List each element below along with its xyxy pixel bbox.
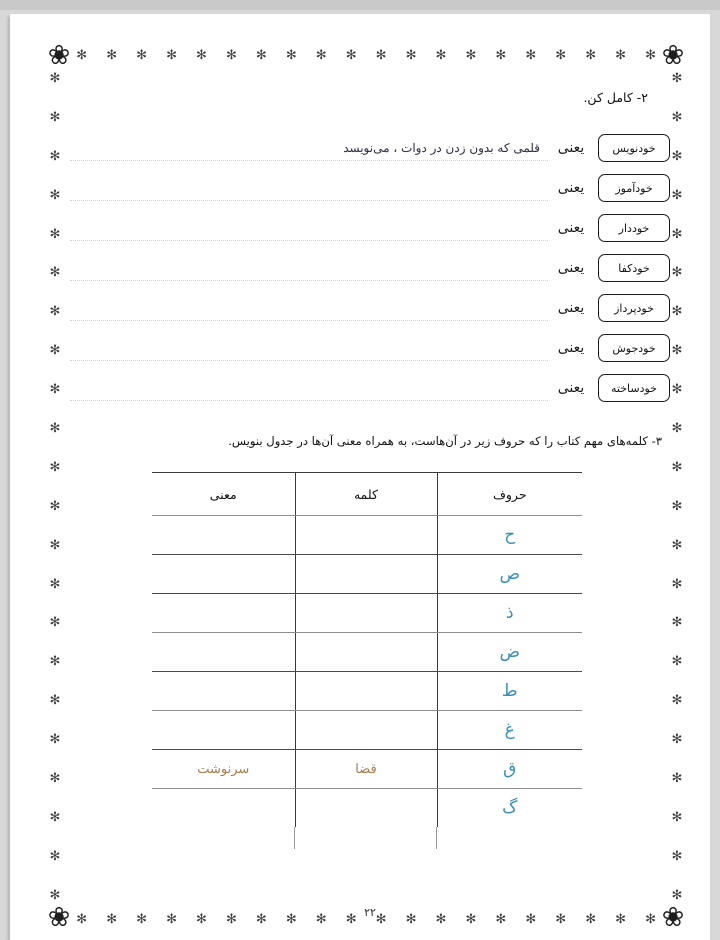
yani-label: یعنی <box>557 340 585 356</box>
letters-table <box>152 472 582 827</box>
yani-label: یعنی <box>557 260 585 276</box>
question-2-row <box>70 288 670 328</box>
scan-edge-strip <box>0 0 720 10</box>
border-motif-icon <box>672 150 683 163</box>
border-motif-icon <box>672 72 683 85</box>
question-2-row <box>70 208 670 248</box>
border-motif-icon <box>525 49 536 62</box>
cell-word[interactable] <box>295 516 437 555</box>
letter-glyph: غ <box>504 720 515 740</box>
border-motif-icon <box>672 578 683 591</box>
border-motif-icon <box>196 49 207 62</box>
border-motif-icon <box>50 150 61 163</box>
border-motif-icon <box>672 266 683 279</box>
compound-word-box: خوددار <box>598 214 670 242</box>
border-motif-icon <box>645 49 656 62</box>
letter-glyph: ص <box>499 564 521 584</box>
answer-line[interactable] <box>70 135 548 161</box>
cell-letter <box>437 633 582 672</box>
border-motif-icon <box>465 49 476 62</box>
border-motif-icon <box>376 49 387 62</box>
cell-word[interactable] <box>295 750 437 789</box>
cell-word[interactable] <box>295 789 437 828</box>
cell-word[interactable] <box>295 672 437 711</box>
cell-meaning-text: سرنوشت <box>197 761 250 777</box>
border-motif-icon <box>50 189 61 202</box>
answer-line[interactable] <box>70 175 548 201</box>
border-motif-icon <box>672 189 683 202</box>
table-row <box>152 594 582 633</box>
border-motif-icon <box>672 111 683 124</box>
table-row <box>152 711 582 750</box>
question-2-row <box>70 368 670 408</box>
cell-letter <box>437 516 582 555</box>
table-row <box>152 633 582 672</box>
column-header-letter: حروف <box>437 473 582 516</box>
cell-letter <box>437 594 582 633</box>
answer-line[interactable] <box>70 375 548 401</box>
border-motif-icon <box>346 49 357 62</box>
cell-meaning[interactable] <box>152 672 295 711</box>
table-row <box>152 516 582 555</box>
table-row <box>152 789 582 828</box>
border-motif-icon <box>672 811 683 824</box>
border-motif-icon <box>316 49 327 62</box>
border-motif-icon <box>50 228 61 241</box>
table-row <box>152 555 582 594</box>
cell-meaning[interactable] <box>152 750 295 789</box>
cell-word[interactable] <box>295 711 437 750</box>
border-motif-icon <box>50 344 61 357</box>
compound-word-box: خودساخته <box>598 374 670 402</box>
compound-word-box: خودپرداز <box>598 294 670 322</box>
border-motif-icon <box>50 539 61 552</box>
table-row <box>152 750 582 789</box>
cell-meaning[interactable] <box>152 711 295 750</box>
border-motif-icon <box>50 422 61 435</box>
question-2-row-list <box>70 128 670 408</box>
question-2-row <box>70 248 670 288</box>
yani-label: یعنی <box>557 180 585 196</box>
border-motif-icon <box>50 461 61 474</box>
border-motif-icon <box>50 72 61 85</box>
border-motif-icon <box>672 500 683 513</box>
cell-meaning[interactable] <box>152 555 295 594</box>
compound-word-box: خودآموز <box>598 174 670 202</box>
yani-label: یعنی <box>557 220 585 236</box>
border-motif-icon <box>50 811 61 824</box>
cell-meaning[interactable] <box>152 789 295 828</box>
border-motif-icon <box>436 49 447 62</box>
border-motif-icon <box>166 49 177 62</box>
letter-glyph: ض <box>499 642 521 662</box>
letter-glyph: ذ <box>505 603 514 623</box>
border-motif-icon <box>406 49 417 62</box>
border-motif-icon <box>555 49 566 62</box>
border-motif-icon <box>50 578 61 591</box>
border-motif-icon <box>50 266 61 279</box>
letter-glyph: ح <box>504 525 516 545</box>
cell-meaning[interactable] <box>152 516 295 555</box>
cell-letter <box>437 750 582 789</box>
border-motif-icon <box>495 49 506 62</box>
table-header-row <box>152 473 582 516</box>
border-motif-icon <box>672 655 683 668</box>
border-motif-icon <box>50 772 61 785</box>
column-header-meaning: معنی <box>152 473 295 516</box>
border-motif-icon <box>226 49 237 62</box>
border-motif-icon <box>256 49 267 62</box>
answer-line[interactable] <box>70 335 548 361</box>
question-2-row <box>70 168 670 208</box>
divider-tail-letter-word <box>436 827 437 849</box>
question-2-row <box>70 128 670 168</box>
border-motif-icon <box>672 344 683 357</box>
question-3-heading: ۳- کلمه‌های مهم کتاب را که حروف زیر در آن‌هاست، به همراه معنی آن‌ها در جدول بنویس. <box>228 434 662 448</box>
border-motif-icon <box>106 49 117 62</box>
cell-meaning[interactable] <box>152 633 295 672</box>
answer-line[interactable] <box>70 255 548 281</box>
border-motif-icon <box>672 228 683 241</box>
question-2-heading: ۲- کامل کن. <box>583 90 648 105</box>
border-motif-icon <box>615 49 626 62</box>
page-number: ۲۲ <box>364 906 376 919</box>
border-motif-icon <box>672 539 683 552</box>
question-2-row <box>70 328 670 368</box>
border-motif-icon <box>50 305 61 318</box>
cell-word-text: قضا <box>355 761 377 777</box>
letters-table-wrapper <box>152 472 582 849</box>
cell-letter <box>437 555 582 594</box>
cell-word[interactable] <box>295 633 437 672</box>
border-top-ornament-row <box>76 42 656 68</box>
cell-meaning[interactable] <box>152 594 295 633</box>
table-column-divider-tails <box>152 827 582 849</box>
border-motif-icon <box>50 111 61 124</box>
compound-word-box: خودکفا <box>598 254 670 282</box>
border-motif-icon <box>585 49 596 62</box>
border-motif-icon <box>136 49 147 62</box>
border-motif-icon <box>672 889 683 902</box>
compound-word-box: خودجوش <box>598 334 670 362</box>
border-motif-icon <box>672 461 683 474</box>
border-motif-icon <box>50 500 61 513</box>
cell-letter <box>437 711 582 750</box>
worksheet-content <box>70 66 670 919</box>
worksheet-page <box>10 14 710 940</box>
border-motif-icon <box>672 383 683 396</box>
border-motif-icon <box>50 889 61 902</box>
answer-line[interactable] <box>70 295 548 321</box>
border-motif-icon <box>672 850 683 863</box>
cell-word[interactable] <box>295 555 437 594</box>
cell-letter <box>437 789 582 828</box>
compound-word-box: خودنویس <box>598 134 670 162</box>
column-header-word: کلمه <box>295 473 437 516</box>
letter-glyph: ق <box>503 759 517 779</box>
border-motif-icon <box>50 850 61 863</box>
yani-label: یعنی <box>557 380 585 396</box>
border-motif-icon <box>50 383 61 396</box>
answer-line[interactable] <box>70 215 548 241</box>
border-motif-icon <box>76 49 87 62</box>
border-left-ornament-column <box>42 72 68 902</box>
border-motif-icon <box>672 422 683 435</box>
border-motif-icon <box>672 733 683 746</box>
letter-glyph: ط <box>501 681 518 701</box>
answer-text: قلمی که بدون زدن در دوات ، می‌نویسد <box>343 140 540 155</box>
border-motif-icon <box>50 655 61 668</box>
border-motif-icon <box>672 616 683 629</box>
cell-letter <box>437 672 582 711</box>
divider-tail-word-meaning <box>294 827 295 849</box>
border-motif-icon <box>672 772 683 785</box>
border-motif-icon <box>286 49 297 62</box>
yani-label: یعنی <box>557 300 585 316</box>
cell-word[interactable] <box>295 594 437 633</box>
yani-label: یعنی <box>557 140 585 156</box>
border-motif-icon <box>672 305 683 318</box>
border-motif-icon <box>50 733 61 746</box>
letter-glyph: گ <box>502 798 518 818</box>
border-motif-icon <box>50 616 61 629</box>
table-row <box>152 672 582 711</box>
border-motif-icon <box>50 694 61 707</box>
border-motif-icon <box>672 694 683 707</box>
